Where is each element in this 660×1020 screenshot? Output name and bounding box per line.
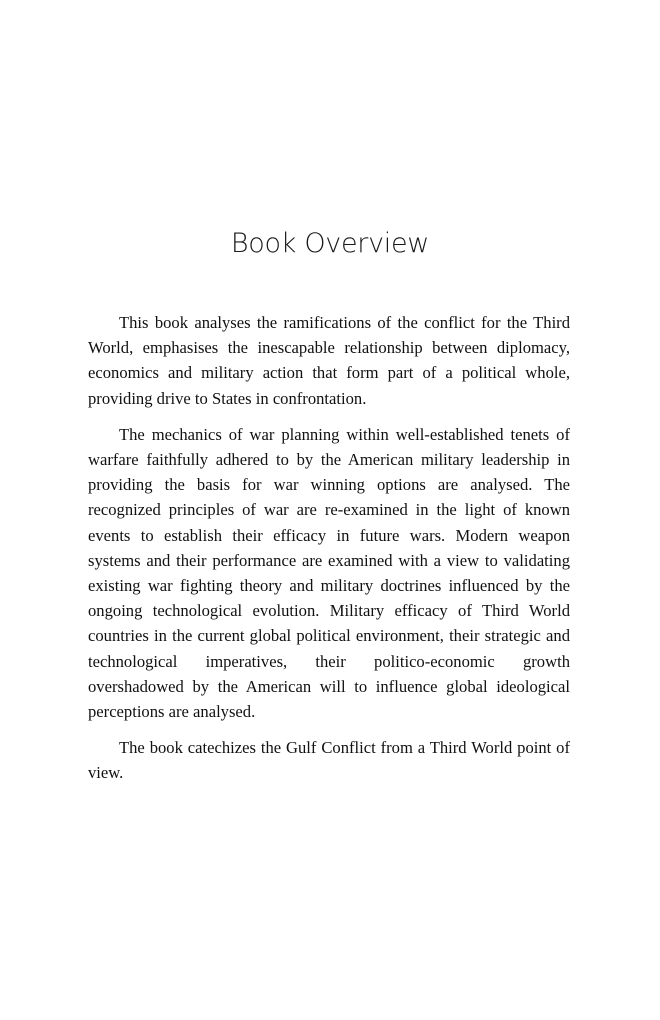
overview-paragraph-1: This book analyses the ramifications of the conflict for the Third World, emphasises the inescapable relationship between diplomacy, economics and military action that form part of a political whole, providing drive to States in confrontation. [88,313,570,408]
overview-body [88,310,570,797]
overview-paragraph-3: The book catechizes the Gulf Conflict from a Third World point of view. [88,738,570,783]
overview-paragraph-2: The mechanics of war planning within well-established tenets of warfare faithfully adhered to by the American military leadership in providing the basis for war winning options are analysed. The recognized principles of war are re-examined in the light of known events to establish their efficacy in future wars. Modern weapon systems and their performance are examined with a view to validating existing war fighting theory and military doctrines influenced by the ongoing technological evolution. Military efficacy of Third World countries in the current global political environment, their strategic and technological imperatives, their politico-economic growth overshadowed by the American will to influence global ideological perceptions are analysed. [88,424,570,722]
page-title: Book Overview [230,228,430,259]
